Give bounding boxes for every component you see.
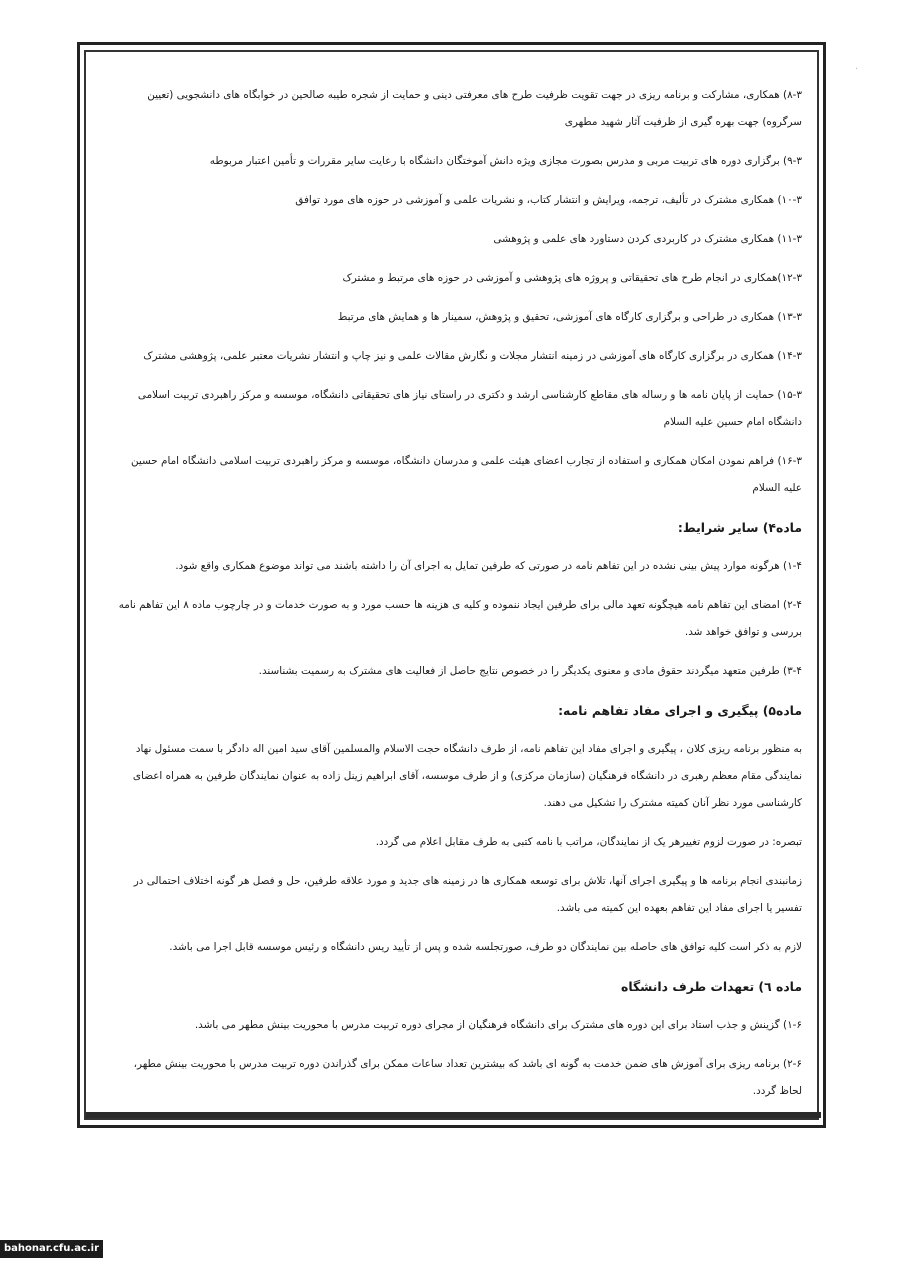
article-6-heading: ماده ٦) تعهدات طرف دانشگاه [621, 979, 802, 994]
clause-3-14: ۱۴-۳) همکاری در برگزاری کارگاه های آموزشی در زمینه انتشار مجلات و نگارش مقالات علمی و نیز چاپ و انتشار نشریات معتبر علمی، پژوهشی مشترک [143, 350, 802, 362]
scan-mark: · [855, 64, 859, 75]
clause-3-15: ۱۵-۳) حمایت از پایان نامه ها و رساله های مقاطع کارشناسی ارشد و دکتری در راستای نیاز های تحقیقاتی دانشگاه، موسسه و مرکز راهبردی تربیت اسلامی دانشگاه امام حسین علیه السلام [137, 389, 802, 428]
site-logo-badge[interactable]: bahonar.cfu.ac.ir [0, 1240, 103, 1258]
clause-6-2: ۲-۶) برنامه ریزی برای آموزش های ضمن خدمت به گونه ای باشد که بیشترین تعداد ساعات ممکن برای گذراندن دوره تربیت مدرس با محوریت بینش مطهر، لحاظ گردد. [133, 1058, 802, 1097]
clause-6-1: ۱-۶) گزینش و جذب استاد برای این دوره های مشترک برای دانشگاه فرهنگیان از مجرای دوره تربیت مدرس با محوریت بینش مطهر می باشد. [194, 1019, 802, 1031]
article-5-note: تبصره: در صورت لزوم تغییرهر یک از نمایندگان، مراتب با نامه کتبی به طرف مقابل اعلام می گردد. [375, 836, 802, 848]
clause-4-3: ۳-۴) طرفین متعهد میگردند حقوق مادی و معنوی یکدیگر را در خصوص نتایج حاصل از فعالیت های مشترک به رسمیت بشناسند. [258, 665, 802, 677]
article-5-committee-duties: زمانبندی انجام برنامه ها و پیگیری اجرای آنها، تلاش برای توسعه همکاری ها در زمینه های جدید و مورد علاقه طرفین، حل و فصل هر گونه اختلاف احتمالی در تفسیر یا اجرای مفاد این تفاهم بعهده این کمیته می باشد. [133, 875, 802, 914]
clause-3-12: ۱۲-۳)همکاری در انجام طرح های تحقیقاتی و پروژه های پژوهشی و آموزشی در حوزه های مرتبط و مشترک [342, 272, 802, 284]
article-4-heading: ماده۴) سایر شرایط: [677, 520, 802, 535]
clause-3-11: ۱۱-۳) همکاری مشترک در کاربردی کردن دستاورد های علمی و پژوهشی [493, 233, 802, 245]
article-5-approval: لازم به ذکر است کلیه توافق های حاصله بین نمایندگان دو طرف، صورتجلسه شده و پس از تأیید ریس دانشگاه و رئیس موسسه قابل اجرا می باشد. [169, 941, 802, 953]
clause-3-9: ۹-۳) برگزاری دوره های تربیت مربی و مدرس بصورت مجازی ویژه دانش آموختگان دانشگاه با رعایت سایر مقررات و تأمین اعتبار مربوطه [209, 155, 802, 167]
clause-3-16: ۱۶-۳) فراهم نمودن امکان همکاری و استفاده از تجارب اعضای هیئت علمی و مدرسان دانشگاه، موسسه و مرکز راهبردی تربیت اسلامی دانشگاه امام حسین علیه السلام [130, 455, 802, 494]
clause-3-10: ۱۰-۳) همکاری مشترک در تألیف، ترجمه، ویرایش و انتشار کتاب، و نشریات علمی و آموزشی در حوزه های مورد توافق [295, 194, 802, 206]
document-body [112, 82, 802, 1117]
clause-4-2: ۲-۴) امضای این تفاهم نامه هیچگونه تعهد مالی برای طرفین ایجاد ننموده و کلیه ی هزینه ها حسب مورد و به صورت خدمات و در چارچوب ماده ۸ این تفاهم نامه بررسی و توافق خواهد شد. [118, 599, 802, 638]
clause-3-13: ۱۳-۳) همکاری در طراحی و برگزاری کارگاه های آموزشی، تحقیق و پژوهش، سمینار ها و همایش های مرتبط [337, 311, 802, 323]
article-5-body: به منظور برنامه ریزی کلان ، پیگیری و اجرای مفاد این تفاهم نامه، از طرف دانشگاه حجت الاسلام والمسلمین آقای سید امین اله دادگر با سمت مسئول نهاد نمایندگی مقام معظم رهبری در دانشگاه فرهنگیان (سازمان مرکزی) و از طرف موسسه، آقای ابراهیم زینل زاده به عنوان نمایندگان طرفین به همراه اعضای کارشناسی مورد نظر آنان کمیته مشترک را تشکیل می دهند. [132, 743, 802, 809]
article-5-heading: ماده۵) پیگیری و اجرای مفاد تفاهم نامه: [558, 703, 802, 718]
clause-3-8: ۸-۳) همکاری، مشارکت و برنامه ریزی در جهت تقویت ظرفیت طرح های معرفتی دینی و حمایت از شجره طیبه صالحین در خوابگاه های دانشجویی (تعیین سرگروه) جهت بهره گیری از ظرفیت آثار شهید مطهری [147, 89, 802, 128]
clause-4-1: ۱-۴) هرگونه موارد پیش بینی نشده در این تفاهم نامه در صورتی که طرفین تمایل به اجرای آن را داشته باشند می تواند موضوع همکاری واقع شود. [175, 560, 802, 572]
